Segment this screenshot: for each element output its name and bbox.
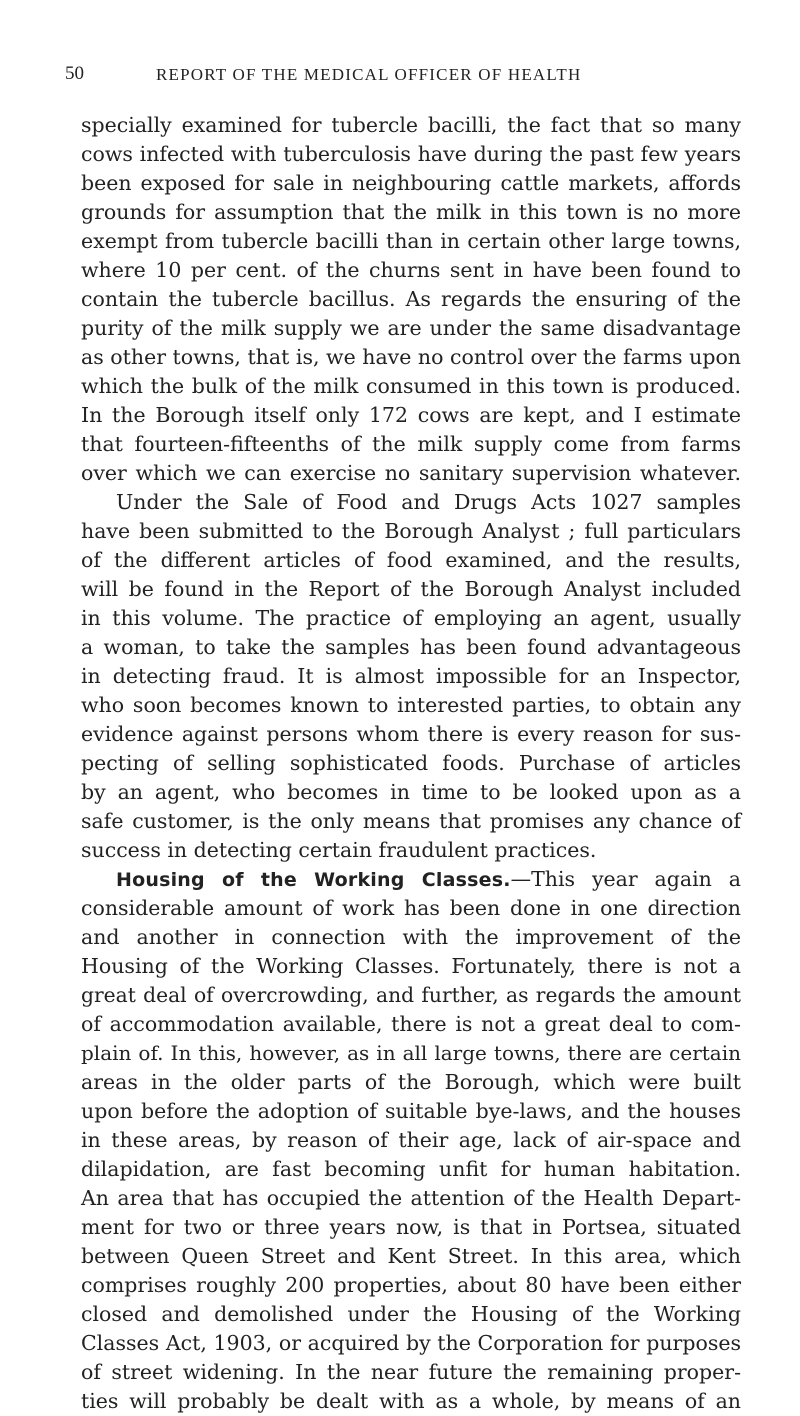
text-line: ment for two or three years now, is that in Portsea, situated [81, 1215, 741, 1239]
section-heading: Housing of the Working Classes. [116, 869, 511, 891]
text-line: specially examined for tubercle bacilli, the fact that so many [81, 113, 741, 137]
text-line: dilapidation, are fast becoming unfit for human habitation. [81, 1157, 741, 1181]
text-line: ties will probably be dealt with as a whole, by means of an [81, 1389, 741, 1413]
text-line: in detecting fraud. It is almost impossible for an Inspector, [81, 664, 741, 688]
text-line: which the bulk of the milk consumed in this town is produced. [81, 374, 741, 398]
text-line: have been submitted to the Borough Analyst ; full particulars [81, 519, 741, 543]
text-line: Classes Act, 1903, or acquired by the Corporation for purposes [81, 1331, 741, 1355]
text-line: success in detecting certain fraudulent practices. [81, 838, 597, 862]
page-header [65, 63, 745, 89]
text-line: contain the tubercle bacillus. As regards the ensuring of the [81, 287, 741, 311]
text-line: by an agent, who becomes in time to be looked upon as a [81, 780, 741, 804]
text-line: in these areas, by reason of their age, lack of air-space and [81, 1128, 741, 1152]
text-line: where 10 per cent. of the churns sent in have been found to [81, 258, 741, 282]
paragraph-food-and-drugs [81, 488, 741, 865]
text-line: considerable amount of work has been done in one direction [81, 896, 741, 920]
text-line: upon before the adoption of suitable bye-laws, and the houses [81, 1099, 741, 1123]
text-line: evidence against persons whom there is every reason for sus- [81, 722, 741, 746]
text-line: Housing of the Working Classes. Fortunately, there is not a [81, 954, 741, 978]
text-line: of the different articles of food examined, and the results, [81, 548, 741, 572]
text-line: areas in the older parts of the Borough, which were built [81, 1070, 741, 1094]
text-line: who soon becomes known to interested parties, to obtain any [81, 693, 741, 717]
text-line: Under the Sale of Food and Drugs Acts 1027 samples [116, 490, 741, 514]
text-line: An area that has occupied the attention of the Health Depart- [81, 1186, 741, 1210]
text-line: comprises roughly 200 properties, about 80 have been either [81, 1273, 741, 1297]
text-line: In the Borough itself only 172 cows are kept, and I estimate [81, 403, 741, 427]
body-text [81, 111, 741, 1416]
text-line: purity of the milk supply we are under the same disadvantage [81, 316, 741, 340]
text-line: been exposed for sale in neighbouring cattle markets, affords [81, 171, 741, 195]
text-line: safe customer, is the only means that promises any chance of [81, 809, 741, 833]
text-line: exempt from tubercle bacilli than in certain other large towns, [81, 229, 741, 253]
paragraph-housing [81, 865, 741, 1416]
text-line: of street widening. In the near future the remaining proper- [81, 1360, 741, 1384]
text-line: closed and demolished under the Housing of the Working [81, 1302, 741, 1326]
text-line: and another in connection with the improvement of the [81, 925, 741, 949]
text-line: of accommodation available, there is not a great deal to com- [81, 1012, 741, 1036]
text-line: plain of. In this, however, as in all large towns, there are certain [81, 1041, 741, 1065]
text-line: as other towns, that is, we have no control over the farms upon [81, 345, 741, 369]
text-line: will be found in the Report of the Borough Analyst included [81, 577, 741, 601]
text-line: cows infected with tuberculosis have during the past few years [81, 142, 741, 166]
text-line: grounds for assumption that the milk in this town is no more [81, 200, 741, 224]
text-line: that fourteen-fifteenths of the milk supply come from farms [81, 432, 741, 456]
text-line: in this volume. The practice of employing an agent, usually [81, 606, 741, 630]
heading-line-rest: —This year again a [510, 867, 741, 891]
heading-line [81, 865, 741, 894]
text-line: pecting of selling sophisticated foods. Purchase of articles [81, 751, 741, 775]
text-line: between Queen Street and Kent Street. In this area, which [81, 1244, 741, 1268]
text-line: a woman, to take the samples has been found advantageous [81, 635, 741, 659]
page-number: 50 [65, 63, 84, 84]
paragraph-milk-supply [81, 111, 741, 488]
running-title: REPORT OF THE MEDICAL OFFICER OF HEALTH [156, 65, 582, 84]
text-line: great deal of overcrowding, and further, as regards the amount [81, 983, 741, 1007]
text-line: over which we can exercise no sanitary supervision whatever. [81, 461, 741, 485]
